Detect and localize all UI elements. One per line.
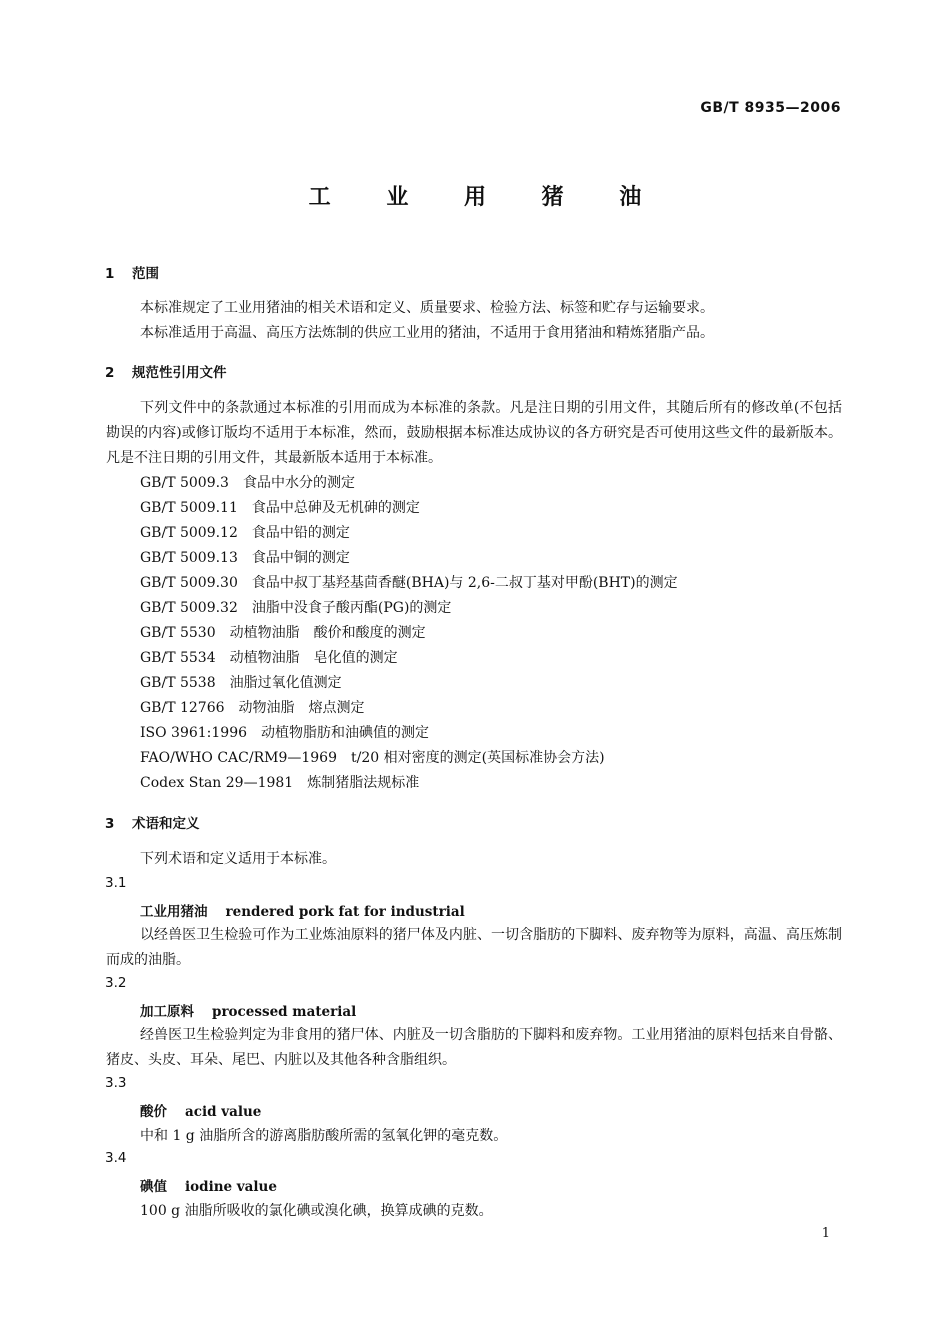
term-en: rendered pork fat for industrial — [225, 904, 465, 920]
reference-title: 炼制猪脂法规标准 — [307, 775, 420, 791]
section-heading-terms-definitions — [105, 812, 200, 832]
reference-code: GB/T 5009.11 — [140, 500, 238, 516]
reference-item — [140, 622, 426, 642]
reference-code: GB/T 5538 — [140, 675, 216, 691]
reference-title: t/20 相对密度的测定(英国标准协会方法) — [351, 750, 605, 766]
section-number: 1 — [105, 266, 115, 282]
reference-item — [140, 472, 355, 492]
reference-code: GB/T 5009.3 — [140, 475, 229, 491]
reference-item — [140, 597, 451, 617]
reference-title: 油脂过氧化值测定 — [229, 675, 342, 691]
term-heading — [140, 1100, 261, 1120]
document-title: 工 业 用 猪 油 — [308, 185, 666, 210]
clause-number: 3.3 — [105, 1075, 127, 1091]
reference-code: FAO/WHO CAC/RM9—1969 — [140, 750, 337, 766]
term-heading — [140, 1000, 356, 1020]
term-en: processed material — [212, 1004, 357, 1020]
term-definition: 以经兽医卫生检验可作为工业炼油原料的猪尸体及内脏、一切含脂肪的下脚料、废弃物等为原料，高温、高压炼制而成的油脂。 — [106, 927, 842, 968]
reference-code: GB/T 12766 — [140, 700, 225, 716]
reference-item — [140, 747, 605, 767]
term-definition: 经兽医卫生检验判定为非食用的猪尸体、内脏及一切含脂肪的下脚料和废弃物。工业用猪油的原料包括来自骨骼、猪皮、头皮、耳朵、尾巴、内脏以及其他各种含脂组织。 — [106, 1027, 842, 1068]
reference-title: 动植物脂肪和油碘值的测定 — [261, 725, 430, 741]
section-title: 范围 — [132, 266, 159, 282]
term-zh: 酸价 — [140, 1104, 167, 1120]
term-zh: 工业用猪油 — [140, 904, 208, 920]
section-heading-normative-references — [105, 361, 227, 381]
term-heading — [140, 1175, 277, 1195]
reference-title: 食品中水分的测定 — [242, 475, 355, 491]
terms-intro: 下列术语和定义适用于本标准。 — [140, 851, 336, 867]
reference-code: Codex Stan 29—1981 — [140, 775, 294, 791]
reference-code: GB/T 5009.32 — [140, 600, 238, 616]
term-zh: 碘值 — [140, 1179, 167, 1195]
term-en: acid value — [185, 1104, 262, 1120]
page-number: 1 — [821, 1226, 830, 1241]
reference-title: 油脂中没食子酸丙酯(PG)的测定 — [251, 600, 452, 616]
reference-title: 食品中叔丁基羟基茴香醚(BHA)与 2,6-二叔丁基对甲酚(BHT)的测定 — [251, 575, 678, 591]
term-definition: 中和 1 g 油脂所含的游离脂肪酸所需的氢氧化钾的毫克数。 — [140, 1128, 508, 1144]
reference-title: 动植物油脂 酸价和酸度的测定 — [229, 625, 426, 641]
reference-item — [140, 572, 678, 592]
clause-number: 3.4 — [105, 1150, 127, 1166]
clause-number: 3.1 — [105, 875, 127, 891]
reference-item — [140, 772, 419, 792]
reference-title: 食品中铜的测定 — [251, 550, 350, 566]
reference-item — [140, 522, 350, 542]
reference-title: 动植物油脂 皂化值的测定 — [229, 650, 398, 666]
reference-code: GB/T 5009.30 — [140, 575, 238, 591]
reference-code: GB/T 5534 — [140, 650, 216, 666]
scope-paragraph: 本标准规定了工业用猪油的相关术语和定义、质量要求、检验方法、标签和贮存与运输要求。 — [140, 300, 714, 316]
reference-item — [140, 697, 365, 717]
scope-paragraph: 本标准适用于高温、高压方法炼制的供应工业用的猪油，不适用于食用猪油和精炼猪脂产品。 — [140, 325, 714, 341]
section-number: 2 — [105, 365, 115, 381]
standard-code: GB/T 8935—2006 — [700, 100, 841, 116]
reference-code: GB/T 5009.12 — [140, 525, 238, 541]
reference-title: 动物油脂 熔点测定 — [238, 700, 365, 716]
reference-item — [140, 722, 429, 742]
term-zh: 加工原料 — [140, 1004, 194, 1020]
reference-item — [140, 647, 398, 667]
reference-title: 食品中总砷及无机砷的测定 — [251, 500, 420, 516]
reference-code: GB/T 5009.13 — [140, 550, 238, 566]
reference-item — [140, 497, 420, 517]
reference-item — [140, 547, 350, 567]
term-en: iodine value — [185, 1179, 277, 1195]
section-number: 3 — [105, 816, 115, 832]
section-title: 术语和定义 — [132, 816, 200, 832]
term-heading — [140, 900, 465, 920]
reference-code: ISO 3961:1996 — [140, 725, 248, 741]
term-definition: 100 g 油脂所吸收的氯化碘或溴化碘，换算成碘的克数。 — [140, 1203, 493, 1219]
section-title: 规范性引用文件 — [132, 365, 227, 381]
reference-code: GB/T 5530 — [140, 625, 216, 641]
section-heading-scope — [105, 262, 159, 282]
references-intro-paragraph: 下列文件中的条款通过本标准的引用而成为本标准的条款。凡是注日期的引用文件，其随后所有的修改单(不包括勘误的内容)或修订版均不适用于本标准，然而，鼓励根据本标准达成协议的各方研究是否可使用这些文件的最新版本。凡是不注日期的引用文件，其最新版本适用于本标准。 — [106, 400, 842, 466]
clause-number: 3.2 — [105, 975, 127, 991]
reference-title: 食品中铅的测定 — [251, 525, 350, 541]
reference-item — [140, 672, 342, 692]
